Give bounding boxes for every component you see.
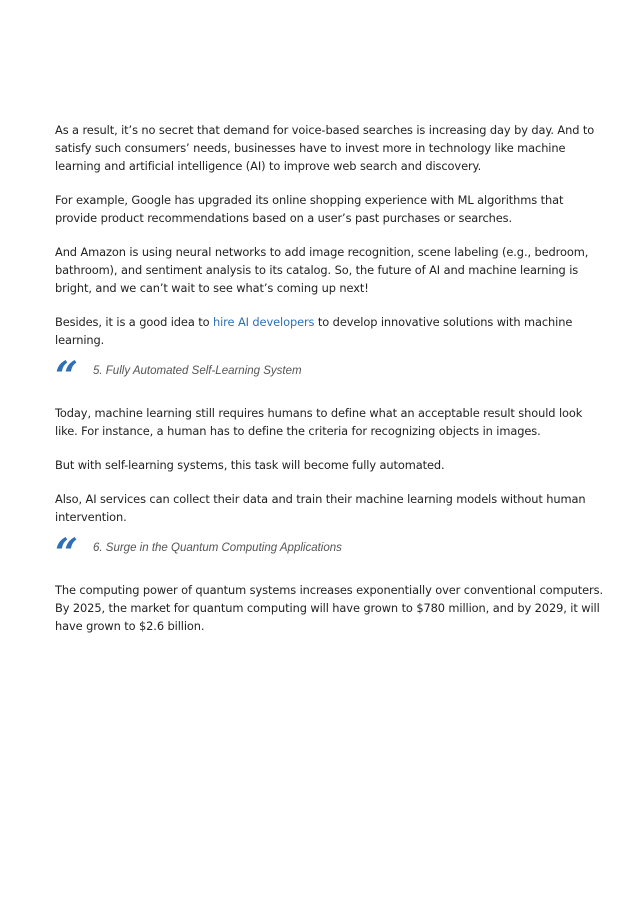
paragraph-text: Besides, it is a good idea to: [55, 315, 213, 329]
heading-quote-self-learning: [55, 353, 607, 400]
quote-heading-text: 6. Surge in the Quantum Computing Applications: [93, 542, 342, 554]
heading-quote-quantum: [55, 530, 607, 577]
quote-mark-icon: “: [55, 530, 76, 577]
paragraph-quantum-computing: The computing power of quantum systems increases exponentially over conventional computers. By 2025, the market for quantum computing will have grown to $780 million, and by 2029, it will have grown to $2.6 billion.: [55, 583, 603, 633]
quote-mark-icon: “: [55, 353, 76, 400]
paragraph-text: to develop innovative solutions with machine learning.: [55, 315, 573, 347]
paragraph-voice-search: As a result, it’s no secret that demand for voice-based searches is increasing day by day. And to satisfy such consumers’ needs, businesses have to invest more in technology like machine learning and artificial intelligence (AI) to improve web search and discovery.: [55, 123, 595, 173]
paragraph-ai-services: Also, AI services can collect their data and train their machine learning models without human intervention.: [55, 492, 586, 524]
quote-heading-text: 5. Fully Automated Self-Learning System: [93, 365, 302, 377]
hire-ai-developers-link[interactable]: hire AI developers: [213, 315, 315, 329]
article-body: [55, 121, 607, 651]
paragraph-google-example: For example, Google has upgraded its online shopping experience with ML algorithms that provide product recommendations based on a user’s past purchases or searches.: [55, 193, 564, 225]
paragraph-self-learning: But with self-learning systems, this task will become fully automated.: [55, 458, 445, 472]
paragraph-amazon-example: And Amazon is using neural networks to add image recognition, scene labeling (e.g., bedroom, bathroom), and sentiment analysis to its catalog. So, the future of AI and machine learning is bright, and we can’t wait to see what’s coming up next!: [55, 245, 589, 295]
paragraph-hire-developers: [55, 313, 607, 349]
paragraph-human-definition: Today, machine learning still requires humans to define what an acceptable result should look like. For instance, a human has to define the criteria for recognizing objects in images.: [55, 406, 583, 438]
